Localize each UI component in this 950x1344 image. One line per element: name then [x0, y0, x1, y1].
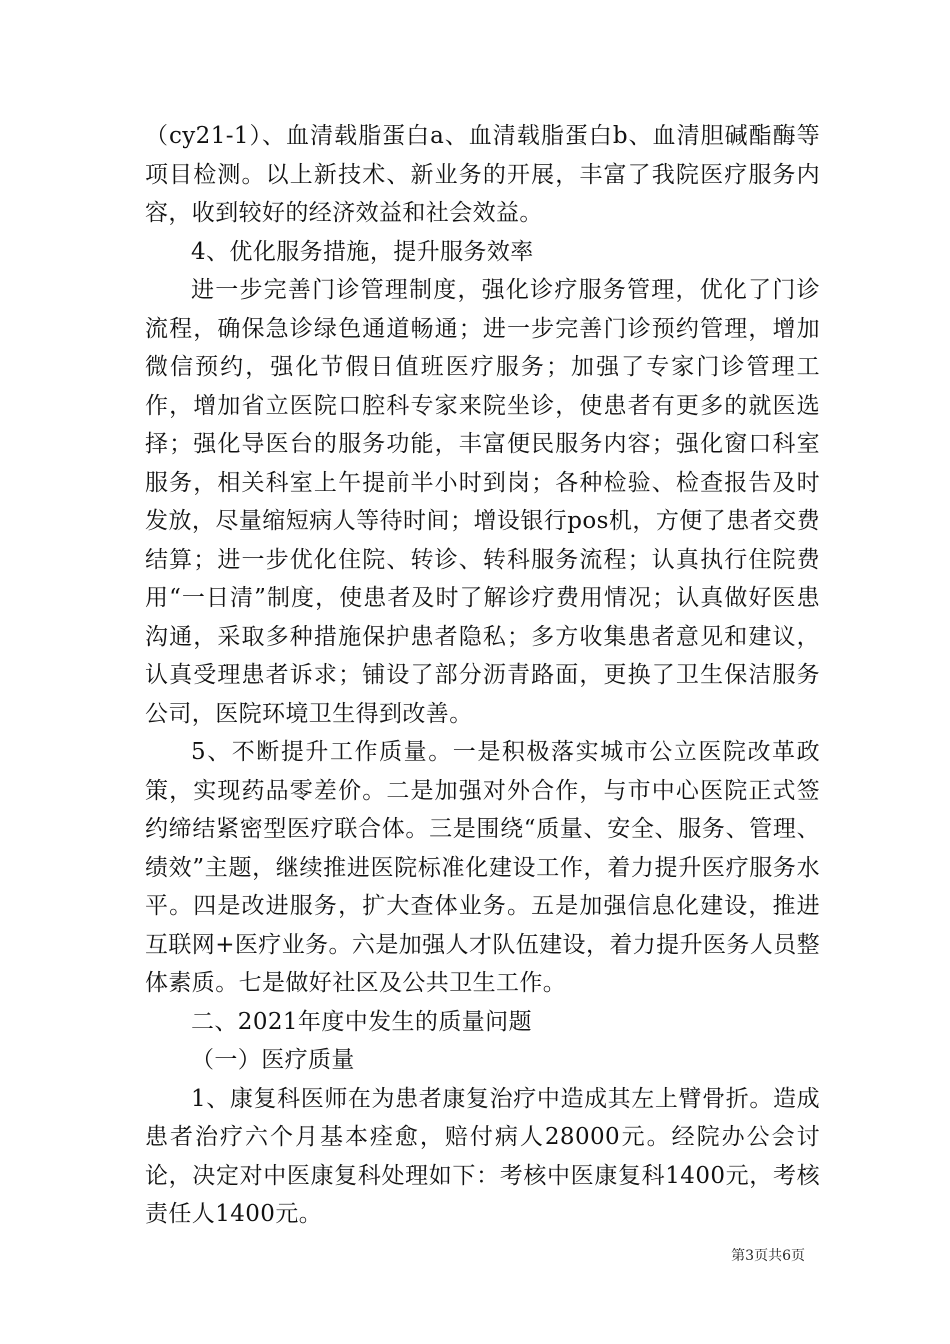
heading-quality-problems: 二、2021年度中发生的质量问题 — [191, 1008, 532, 1035]
heading-optimize-service: 4、优化服务措施，提升服务效率 — [191, 238, 534, 265]
paragraph-test-items: （cy21-1）、血清载脂蛋白a、血清载脂蛋白b、血清胆碱酯酶等项目检测。以上新技术、新业务的开展，丰富了我院医疗服务内容，收到较好的经济效益和社会效益。 — [145, 123, 820, 226]
paragraph-outpatient-management: 进一步完善门诊管理制度，强化诊疗服务管理，优化了门诊流程，确保急诊绿色通道畅通；进一步完善门诊预约管理，增加微信预约，强化节假日值班医疗服务；加强了专家门诊管理工作，增加省立医院口腔科专家来院坐诊，使患者有更多的就医选择；强化导医台的服务功能，丰富便民服务内容；强化窗口科室服务，相关科室上午提前半小时到岗；各种检验、检查报告及时发放，尽量缩短病人等待时间；增设银行pos机，方便了患者交费结算；进一步优化住院、转诊、转科服务流程；认真执行住院费用“一日清”制度，使患者及时了解诊疗费用情况；认真做好医患沟通，采取多种措施保护患者隐私；多方收集患者意见和建议，认真受理患者诉求；铺设了部分沥青路面，更换了卫生保洁服务公司，医院环境卫生得到改善。 — [145, 277, 820, 727]
paragraph-rehab-incident: 1、康复科医师在为患者康复治疗中造成其左上臂骨折。造成患者治疗六个月基本痊愈，赔付病人28000元。经院办公会讨论，决定对中医康复科处理如下：考核中医康复科1400元，考核责任人1400元。 — [145, 1085, 820, 1227]
document-body — [145, 117, 820, 1234]
paragraph-work-quality: 5、不断提升工作质量。一是积极落实城市公立医院改革政策，实现药品零差价。二是加强对外合作，与市中心医院正式签约缔结紧密型医疗联合体。三是围绕“质量、安全、服务、管理、绩效”主题，继续推进医院标准化建设工作，着力提升医疗服务水平。四是改进服务，扩大查体业务。五是加强信息化建设，推进互联网+医疗业务。六是加强人才队伍建设，着力提升医务人员整体素质。七是做好社区及公共卫生工作。 — [145, 739, 820, 996]
heading-medical-quality: （一）医疗质量 — [191, 1047, 355, 1073]
page-number-footer: 第3页共6页 — [731, 1248, 805, 1264]
